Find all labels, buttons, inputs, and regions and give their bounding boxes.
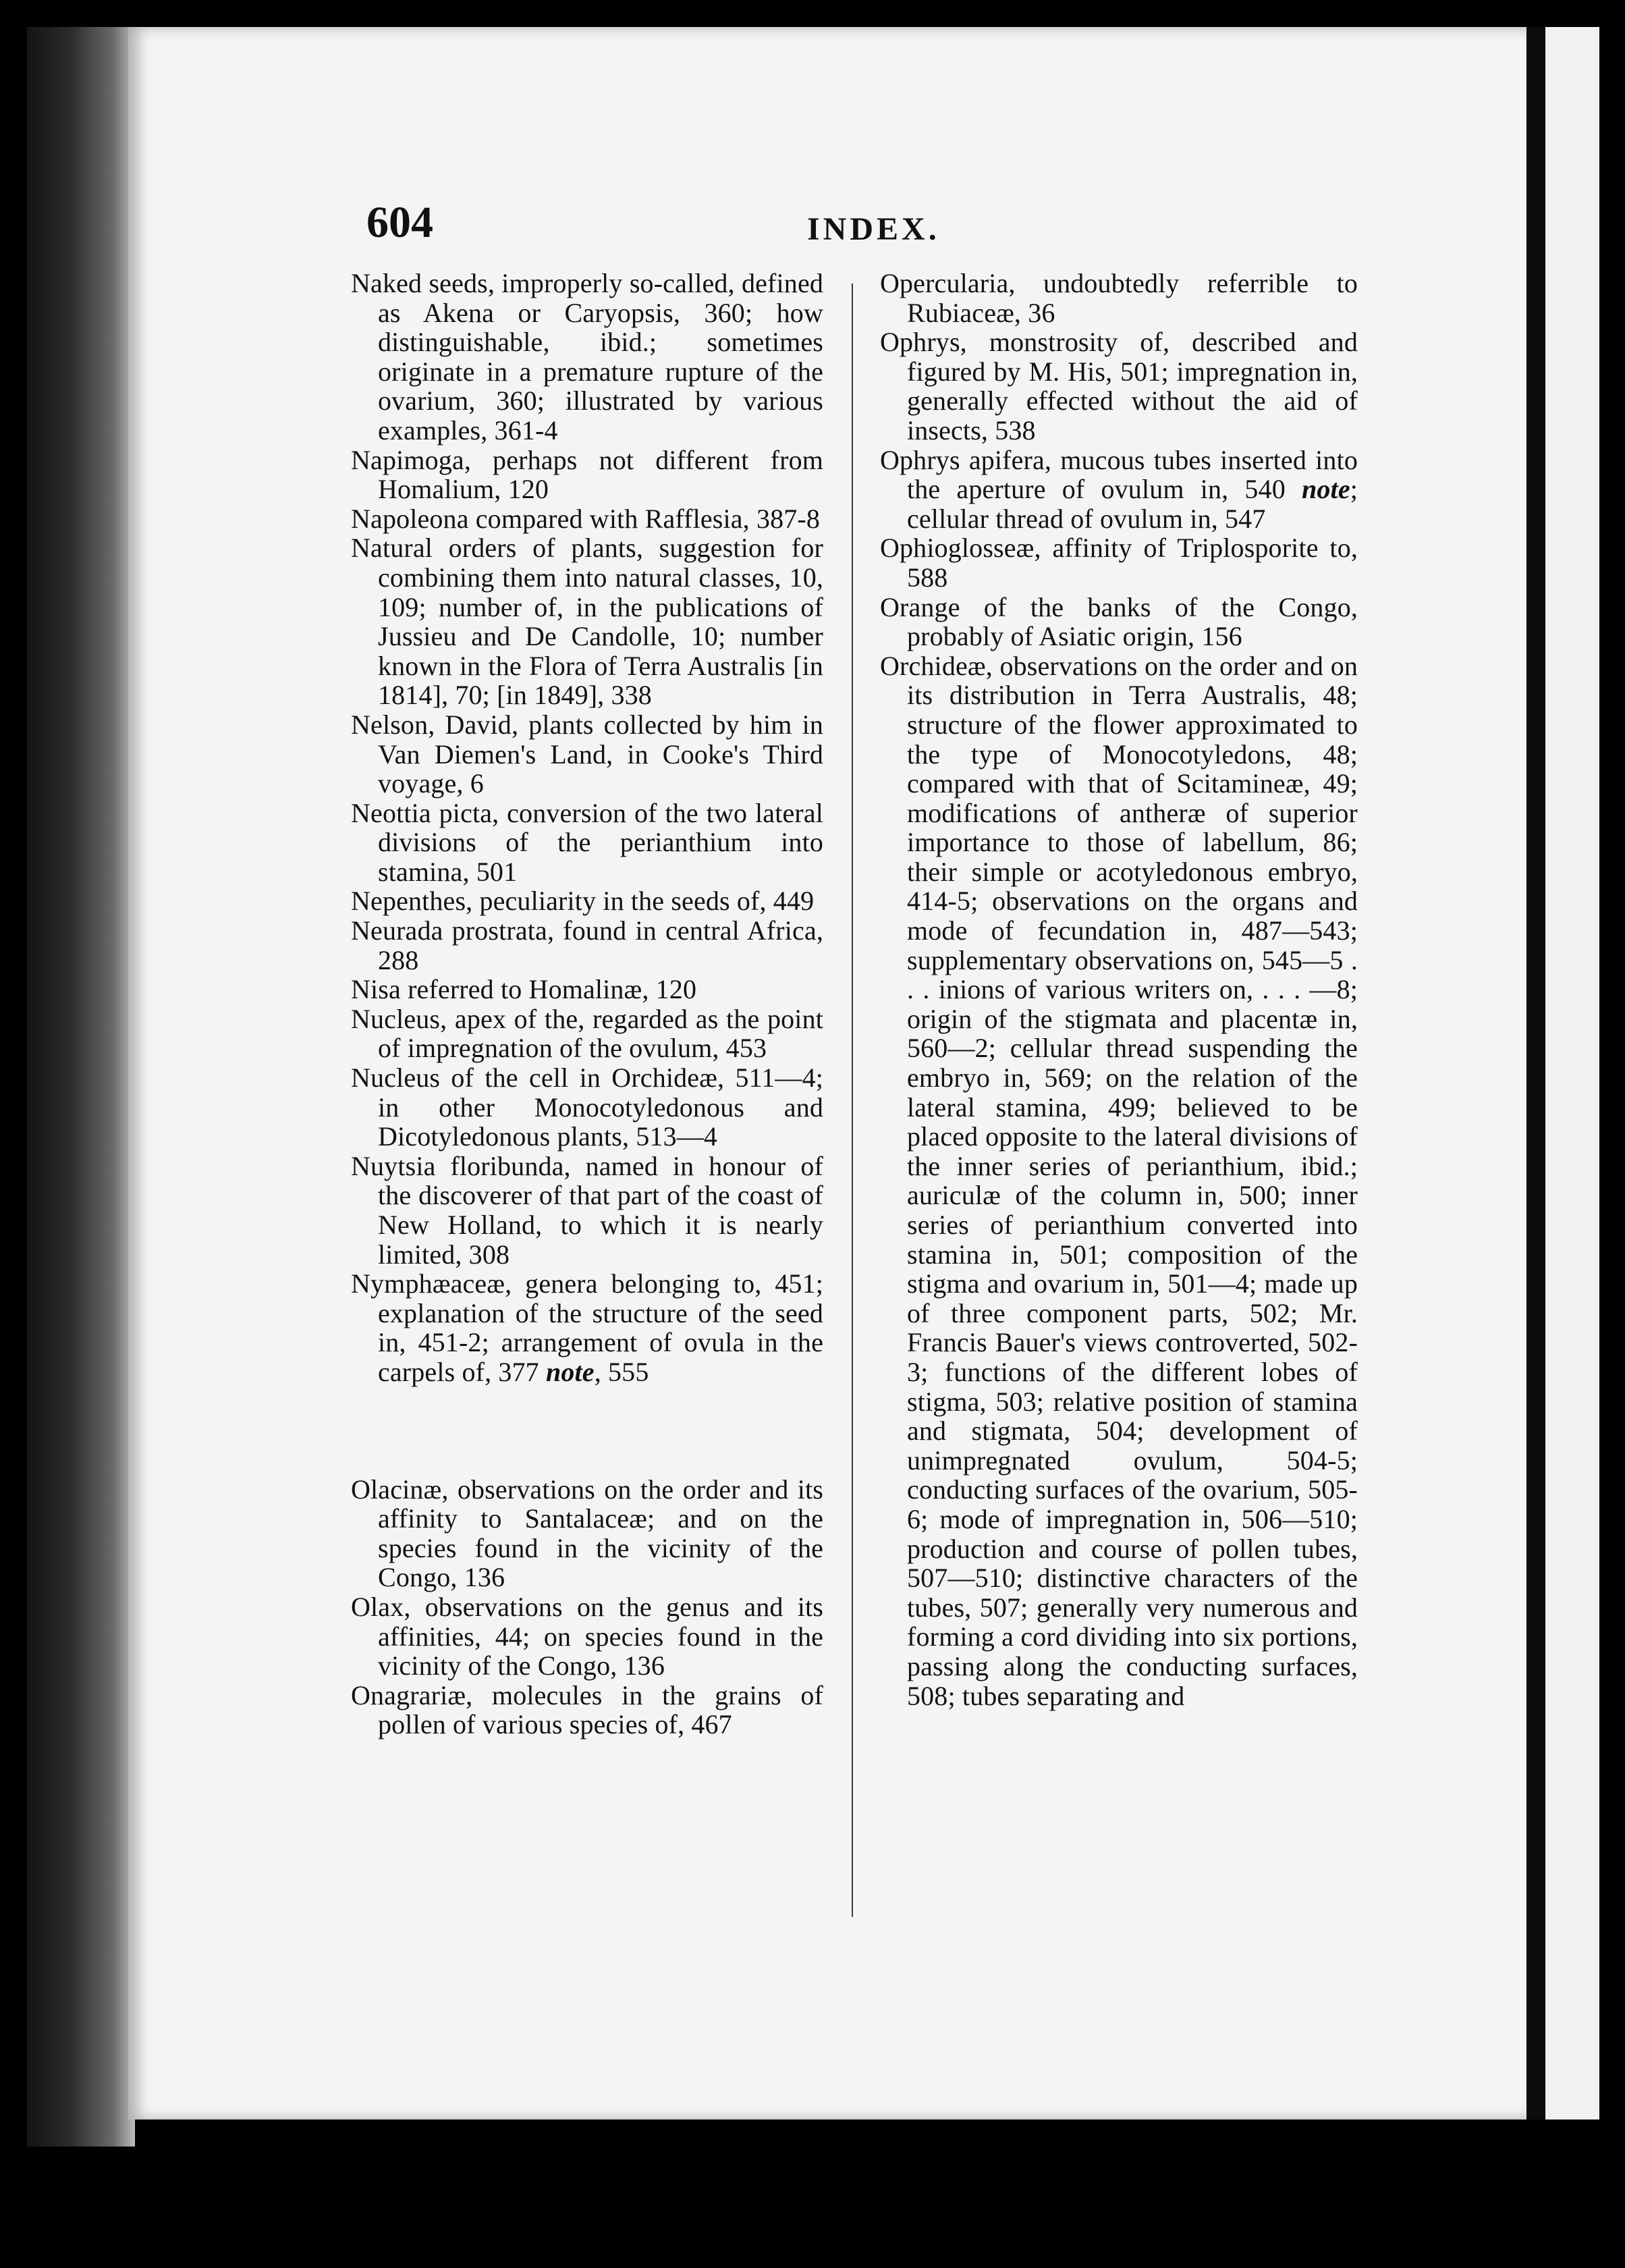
index-entry: Nucleus of the cell in Orchideæ, 511—4; in other Monocotyledonous and Dicotyledonous plants, 513—4: [351, 1062, 823, 1152]
index-entry: Neottia picta, conversion of the two lateral divisions of the perianthium into stamina, 501: [351, 797, 823, 887]
running-head: INDEX.: [807, 211, 940, 247]
book-binding-edge: [27, 27, 135, 2146]
index-entry-ophrys-apifera: [880, 446, 1358, 534]
index-entry-nymphaeaceae: [351, 1269, 823, 1386]
index-entry: Nuytsia floribunda, named in honour of the discoverer of that part of the coast of New Holland, to which it is nearly limited, 308: [351, 1150, 823, 1270]
column-divider: [852, 284, 853, 1917]
entry-tail: , 555: [594, 1356, 649, 1387]
index-entry: Opercularia, undoubtedly referrible to Rubiaceæ, 36: [880, 268, 1358, 328]
page-number: 604: [366, 198, 433, 247]
entry-text: Ophrys apifera, mucous tubes inserted into the aperture of ovulum in, 540: [880, 444, 1358, 505]
index-entry: Onagrariæ, molecules in the grains of pollen of various species of, 467: [351, 1679, 823, 1740]
index-entry: Neurada prostrata, found in central Africa, 288: [351, 915, 823, 975]
index-entry: Nisa referred to Homalinæ, 120: [351, 974, 697, 1005]
entry-tail: ; cellular thread of ovulum in, 547: [907, 474, 1358, 534]
index-entry: Nepenthes, peculiarity in the seeds of, 449: [351, 886, 815, 917]
index-entry: Napoleona compared with Rafflesia, 387-8: [351, 503, 821, 534]
index-entry: Olax, observations on the genus and its affinities, 44; on species found in the vicinity of the Congo, 136: [351, 1591, 823, 1681]
index-column-right: [880, 269, 1358, 1710]
index-entry: Orange of the banks of the Congo, probably of Asiatic origin, 156: [880, 591, 1358, 652]
index-entry: Natural orders of plants, suggestion for combining them into natural classes, 10, 109; number of, in the publications of Jussieu and De Candolle, 10; number known in the Flora of Terra Australis [in 1814], 70; [in 1849], 338: [351, 533, 823, 711]
index-entry: Olacinæ, observations on the order and its affinity to Santalaceæ; and on the species found in the vicinity of the Congo, 136: [351, 1474, 823, 1593]
index-entry: Nelson, David, plants collected by him in Van Diemen's Land, in Cooke's Third voyage, 6: [351, 709, 823, 799]
index-entry: Ophrys, monstrosity of, described and figured by M. His, 501; impregnation in, generally effected without the aid of insects, 538: [880, 327, 1358, 446]
note-marker: note: [1302, 474, 1350, 505]
index-entry-orchideae: Orchideæ, observations on the order and on its distribution in Terra Australis, 48; structure of the flower approximated to the type of Monocotyledons, 48; compared with that of Scitamineæ, 49; modifications of antheræ of superior importance to those of labellum, 86; their simple or acotyledonous embryo, 414-5; observations on the organs and mode of fecundation in, 487—543; supplementary observations on, 545—5 . . . inions of various writers on, . . . —8; origin of the stigmata and placentæ in, 560—2; cellular thread suspending the embryo in, 569; on the relation of the lateral stamina, 499; believed to be placed opposite to the lateral divisions of the inner series of perianthium, ibid.; auriculæ of the column in, 500; inner series of perianthium converted into stamina in, 501; composition of the stigma and ovarium in, 501—4; made up of three component parts, 502; Mr. Francis Bauer's views controverted, 502-3; functions of the different lobes of stigma, 503; relative position of stamina and stigmata, 504; development of unimpregnated ovulum, 504-5; conducting surfaces of the ovarium, 505-6; mode of impregnation in, 506—510; production and course of pollen tubes, 507—510; distinctive characters of the tubes, 507; generally very numerous and forming a cord dividing into six portions, passing along the conducting surfaces, 508; tubes separating and: [880, 650, 1358, 1711]
index-entry: Nucleus, apex of the, regarded as the point of impregnation of the ovulum, 453: [351, 1003, 823, 1064]
index-entry: Naked seeds, improperly so-called, defined as Akena or Caryopsis, 360; how distinguishable, ibid.; sometimes originate in a premature rupture of the ovarium, 360; illustrated by various examples, 361-4: [351, 268, 823, 446]
index-entry: Napimoga, perhaps not different from Homalium, 120: [351, 444, 823, 505]
page-gutter-shadow: [1526, 27, 1545, 2120]
note-marker: note: [546, 1356, 595, 1387]
entry-text: Nymphæaceæ, genera belonging to, 451; explanation of the structure of the seed in, 451-2; arrangement of ovula in the carpels of, 377: [351, 1268, 823, 1387]
index-entry: Ophioglosseæ, affinity of Triplosporite to, 588: [880, 533, 1358, 593]
letter-section-gap: [351, 1387, 823, 1475]
next-page-edge: [1545, 27, 1599, 2120]
index-column-left: [351, 269, 823, 1739]
